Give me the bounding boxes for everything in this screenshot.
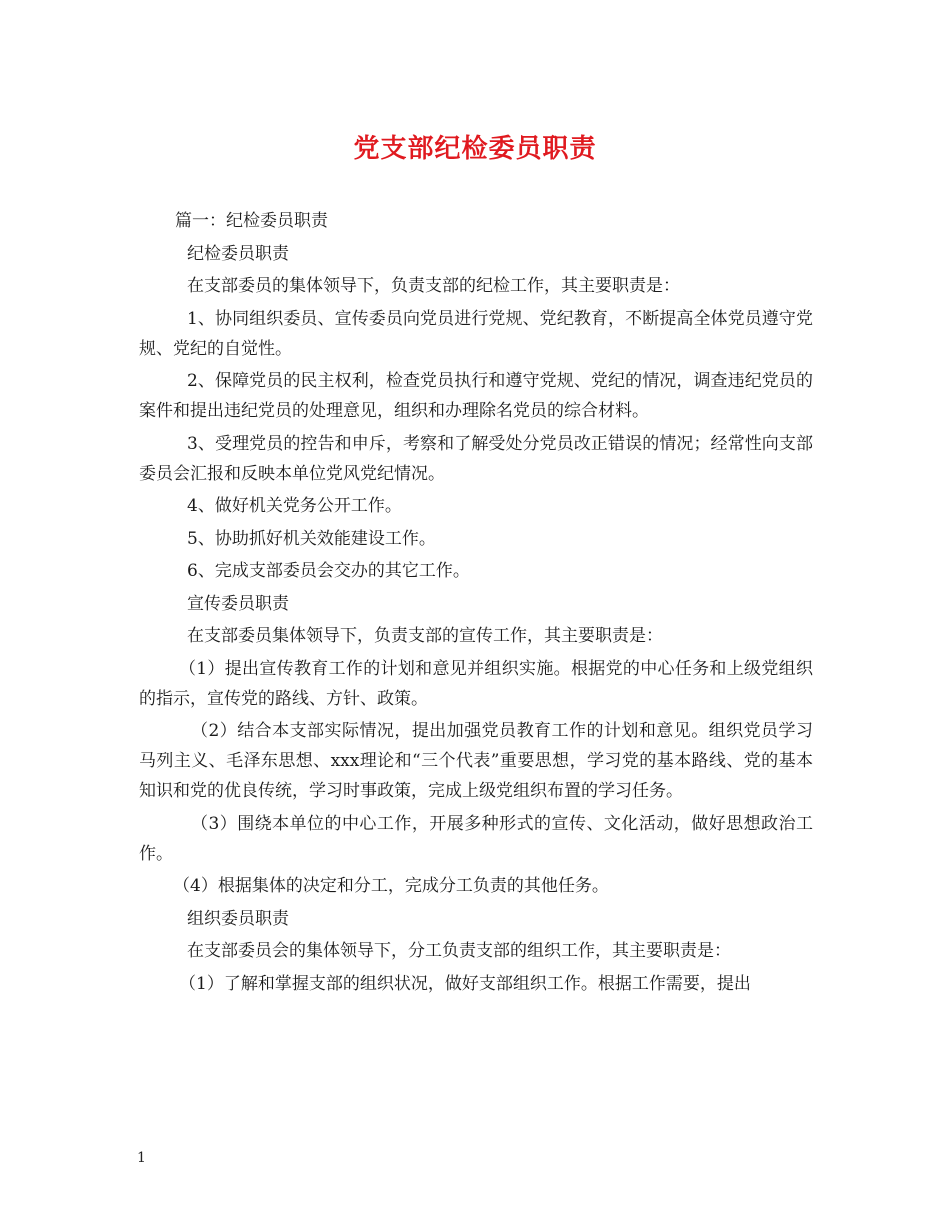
- list-item: 2、保障党员的民主权利，检查党员执行和遵守党规、党纪的情况，调查违纪党员的案件和提出违纪党员的处理意见，组织和办理除名党员的综合材料。: [139, 371, 813, 421]
- page-number: 1: [137, 1150, 146, 1166]
- list-item: 5、协助抓好机关效能建设工作。: [187, 528, 436, 549]
- list-item: （4）根据集体的决定和分工，完成分工负责的其他任务。: [173, 876, 609, 896]
- document-body: [139, 206, 813, 1001]
- list-item: （1）提出宣传教育工作的计划和意见并组织实施。根据党的中心任务和上级党组织的指示，宣传党的路线、方针、政策。: [139, 658, 813, 709]
- list-item: 6、完成支部委员会交办的其它工作。: [187, 561, 470, 581]
- subsection-heading: 组织委员职责: [187, 908, 289, 929]
- page-title: 党支部纪检委员职责: [353, 134, 597, 164]
- list-item: （3）围绕本单位的中心工作，开展多种形式的宣传、文化活动，做好思想政治工作。: [139, 813, 813, 864]
- subsection-heading: 宣传委员职责: [187, 593, 289, 614]
- list-item: 1、协同组织委员、宣传委员向党员进行党规、党纪教育，不断提高全体党员遵守党规、党纪的自觉性。: [139, 308, 813, 359]
- section-heading: 篇一：纪检委员职责: [175, 211, 328, 231]
- paragraph: 在支部委员的集体领导下，负责支部的纪检工作，其主要职责是：: [187, 276, 680, 296]
- paragraph: 在支部委员会的集体领导下，分工负责支部的组织工作，其主要职责是：: [187, 941, 731, 961]
- list-item: 4、做好机关党务公开工作。: [187, 496, 402, 516]
- subsection-heading: 纪检委员职责: [187, 243, 289, 264]
- list-item: （1）了解和掌握支部的组织状况，做好支部组织工作。根据工作需要，提出: [179, 973, 751, 994]
- paragraph: 在支部委员集体领导下，负责支部的宣传工作，其主要职责是：: [187, 626, 663, 646]
- list-item: （2）结合本支部实际情况，提出加强党员教育工作的计划和意见。组织党员学习马列主义、毛泽东思想、xxx理论和“三个代表”重要思想，学习党的基本路线、党的基本知识和党的优良传统，学习时事政策，完成上级党组织布置的学习任务。: [139, 721, 813, 801]
- list-item: 3、受理党员的控告和申斥，考察和了解受处分党员改正错误的情况；经常性向支部委员会汇报和反映本单位党风党纪情况。: [139, 433, 813, 484]
